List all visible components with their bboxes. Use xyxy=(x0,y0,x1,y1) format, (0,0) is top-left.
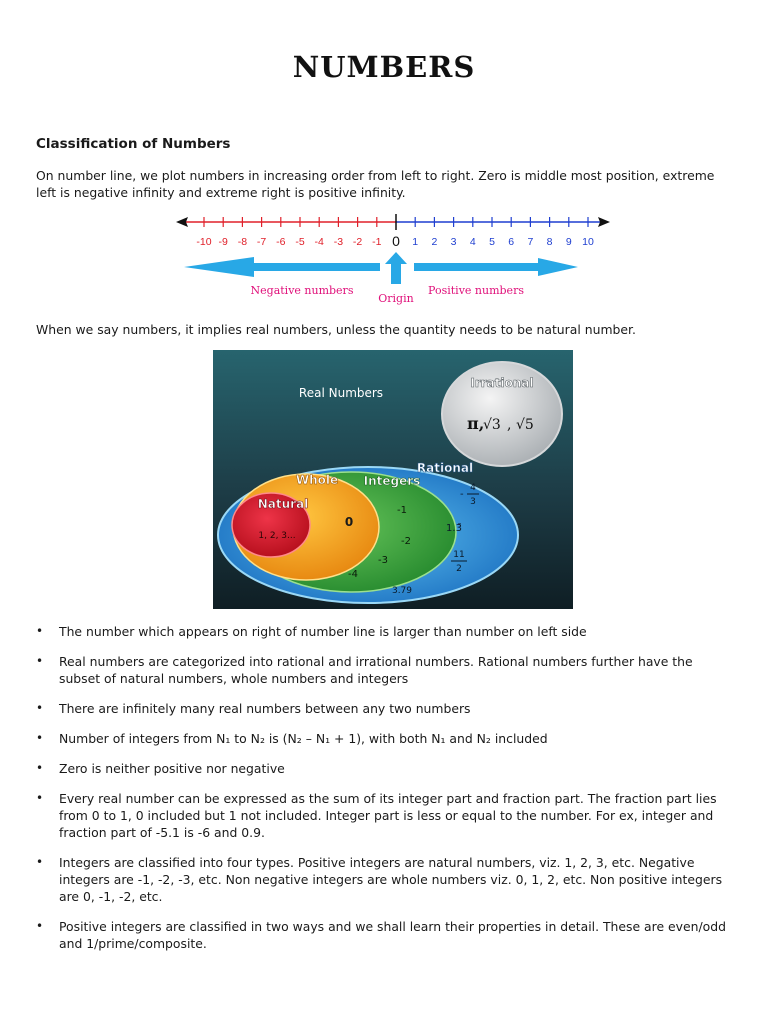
negative-tick-label: -9 xyxy=(218,236,228,248)
natural-label: Natural xyxy=(257,497,309,511)
list-item: • Every real number can be expressed as the sum of its integer part and fraction part. The fraction part lies from 0 to 1, 0 included but 1 not included. Integer part is less or equal to the number. For ex, integer and fraction part of -5.1 is -6 and 0.9. xyxy=(36,790,736,841)
integer-example-4: -4 xyxy=(348,569,358,580)
list-item: • Positive integers are classified in two ways and we shall learn their properties in detail. These are even/odd and 1/prime/composite. xyxy=(36,918,736,952)
rational-fraction1-denominator: 3 xyxy=(470,497,476,507)
integer-example-3: -3 xyxy=(378,555,388,566)
integer-example-1: -1 xyxy=(397,505,407,516)
real-numbers-label: Real Numbers xyxy=(298,386,384,400)
rational-example-repeating: 1.3̄ xyxy=(446,523,462,534)
negative-tick-label: -3 xyxy=(333,236,344,248)
positive-direction-arrow xyxy=(414,258,578,276)
list-item: • Integers are classified into four types. Positive integers are natural numbers, viz. 1, 2, 3, etc. Negative integers are -1, -2, -3, etc. Non negative integers are whole numbers viz. 0, 1, 2, etc. Non positive integers are 0, -1, -2, etc. xyxy=(36,854,736,905)
list-item: • The number which appears on right of number line is larger than number on left side xyxy=(36,623,736,640)
negative-tick-label: -7 xyxy=(256,236,267,248)
list-item: • Number of integers from N₁ to N₂ is (N₂ – N₁ + 1), with both N₁ and N₂ included xyxy=(36,730,736,747)
natural-examples: 1, 2, 3... xyxy=(258,531,296,541)
positive-tick-label: 7 xyxy=(527,236,534,248)
rational-fraction2-numerator: 11 xyxy=(453,550,465,560)
positive-numbers-label: Positive numbers xyxy=(428,284,524,297)
integer-example-2: -2 xyxy=(401,536,411,547)
negative-tick-label: -5 xyxy=(295,236,305,248)
irrational-example-root5: √5 xyxy=(516,417,534,433)
zero-label: 0 xyxy=(392,233,400,249)
irrational-example-comma: , xyxy=(507,417,512,433)
negative-tick-label: -2 xyxy=(352,236,363,248)
list-item: • Zero is neither positive nor negative xyxy=(36,760,736,777)
positive-tick-label: 6 xyxy=(508,236,515,248)
rational-label: Rational xyxy=(416,461,474,475)
section-heading: Classification of Numbers xyxy=(36,136,231,152)
rational-fraction1-sign: - xyxy=(460,489,464,500)
positive-tick-label: 4 xyxy=(469,236,476,248)
rational-example-decimal: 3.79 xyxy=(391,586,413,596)
real-numbers-paragraph: When we say numbers, it implies real numbers, unless the quantity needs to be natural number. xyxy=(36,322,636,337)
irrational-example-pi: π, xyxy=(467,414,485,433)
list-item: • Real numbers are categorized into rational and irrational numbers. Rational numbers further have the subset of natural numbers, whole numbers and integers xyxy=(36,653,736,687)
number-line-diagram xyxy=(170,208,620,308)
irrational-label: Irrational xyxy=(470,376,534,390)
positive-tick-label: 10 xyxy=(582,236,594,248)
whole-example-zero: 0 xyxy=(344,515,354,529)
origin-label: Origin xyxy=(378,292,414,305)
negative-direction-arrow xyxy=(184,257,380,277)
facts-list xyxy=(36,623,736,965)
origin-arrow xyxy=(385,252,407,284)
negative-tick-label: -8 xyxy=(237,236,248,248)
intro-paragraph: On number line, we plot numbers in increasing order from left to right. Zero is middle most position, extreme left is negative infinity and extreme right is positive infinity. xyxy=(36,168,715,200)
negative-tick-label: -6 xyxy=(276,236,286,248)
positive-tick-label: 1 xyxy=(412,236,419,248)
negative-tick-label: -4 xyxy=(314,236,324,248)
negative-numbers-label: Negative numbers xyxy=(250,284,354,297)
rational-fraction2-denominator: 2 xyxy=(456,564,462,574)
negative-tick-label: -10 xyxy=(196,236,212,248)
positive-tick-label: 5 xyxy=(489,236,495,248)
rational-fraction1-numerator: 4 xyxy=(470,483,476,493)
positive-tick-label: 9 xyxy=(565,236,572,248)
positive-tick-label: 2 xyxy=(431,236,438,248)
positive-tick-label: 3 xyxy=(450,236,457,248)
positive-tick-label: 8 xyxy=(546,236,553,248)
number-sets-venn-diagram xyxy=(213,350,573,609)
page-title: NUMBERS xyxy=(292,50,476,84)
negative-tick-label: -1 xyxy=(372,236,382,248)
whole-label: Whole xyxy=(295,473,339,487)
integers-label: Integers xyxy=(363,474,421,488)
irrational-example-root3: √3 xyxy=(483,417,501,433)
list-item: • There are infinitely many real numbers between any two numbers xyxy=(36,700,736,717)
